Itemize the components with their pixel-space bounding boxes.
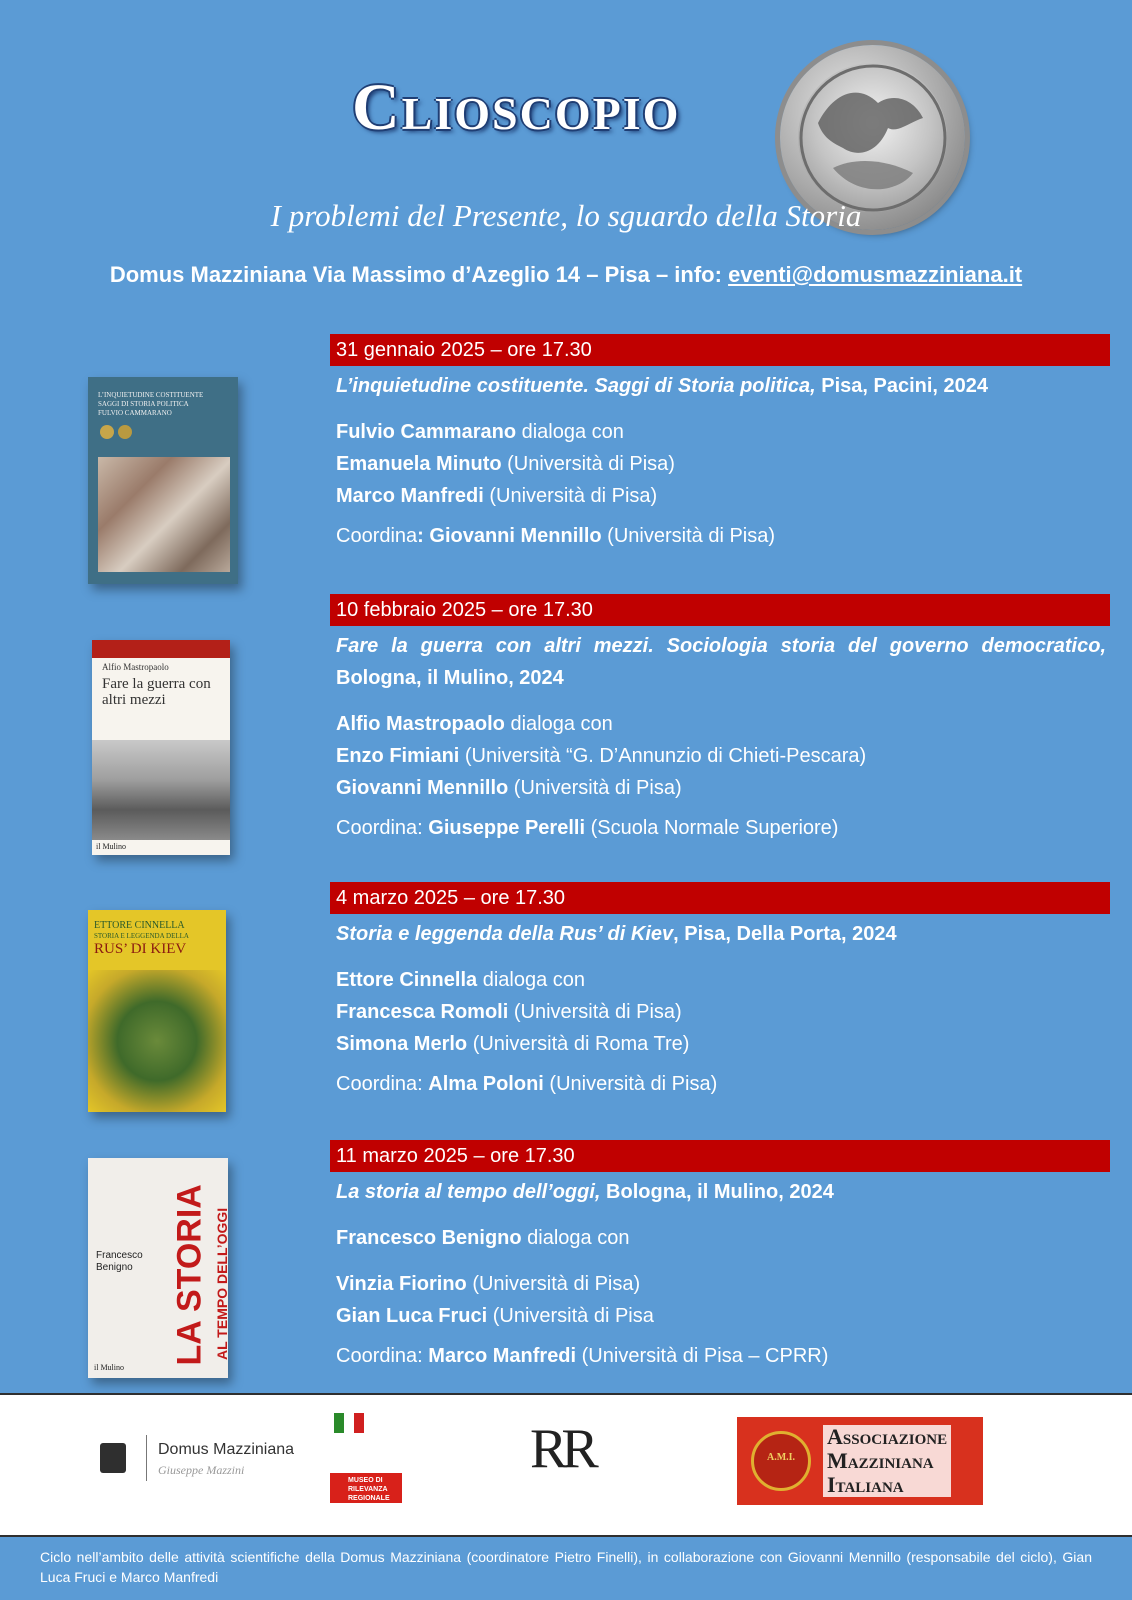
cover-subtitle: AL TEMPO DELL’OGGI [214, 1207, 230, 1360]
coordinator-line: Coordina: Giuseppe Perelli (Scuola Normale Superiore) [336, 817, 839, 839]
author-line: Ettore Cinnella dialoga con [336, 969, 586, 991]
coordinator-line: Coordina: Marco Manfredi (Università di Pisa – CPRR) [336, 1345, 829, 1367]
cover-author: ETTORE CINNELLA [94, 920, 185, 931]
museo-badge: MUSEO DI RILEVANZA REGIONALE [330, 1473, 402, 1503]
domus-name: Domus Mazziniana [158, 1441, 295, 1458]
event-date-bar: 4 marzo 2025 – ore 17.30 [330, 882, 1110, 914]
museo-logo [330, 1413, 410, 1513]
guest-line: Enzo Fimiani (Università “G. D’Annunzio di Chieti-Pescara) [336, 745, 867, 767]
author-line: Alfio Mastropaolo dialoga con [336, 713, 613, 735]
venue-text: Domus Mazziniana Via Massimo d’Azeglio 14 – Pisa – info: [109, 262, 729, 287]
ami-name: Associazione Mazziniana Italiana [823, 1425, 951, 1497]
book-cover-4 [88, 1158, 228, 1378]
book-cover-1 [88, 377, 238, 584]
guest-line: Vinzia Fiorino (Università di Pisa) [336, 1273, 641, 1295]
email-link[interactable]: eventi@domusmazziniana.it [728, 262, 1023, 287]
cover-illustration [88, 970, 226, 1112]
guest-line: Francesca Romoli (Università di Pisa) [336, 1001, 682, 1023]
guest-line: Giovanni Mennillo (Università di Pisa) [336, 777, 682, 799]
footer-note: Ciclo nell’ambito delle attività scientifiche della Domus Mazziniana (coordinatore Pietro Finelli), in collaborazione con Giovanni Mennillo (responsabile del ciclo), Gian Luca Fruci e Marco Manfredi [40, 1549, 1092, 1585]
coordinator-line: Coordina: Alma Poloni (Università di Pisa) [336, 1073, 718, 1095]
rr-logo: RR [530, 1418, 593, 1480]
guest-line: Simona Merlo (Università di Roma Tre) [336, 1033, 690, 1055]
medal-face [798, 63, 947, 212]
book-cover-2 [92, 640, 230, 855]
book-title: L’inquietudine costituente. Saggi di Storia politica, Pisa, Pacini, 2024 [336, 375, 989, 397]
ami-badge-icon: A.M.I. [751, 1431, 811, 1491]
cover-author: Alfio Mastropaolo [102, 662, 169, 672]
ami-logo [737, 1417, 987, 1507]
book-title: Storia e leggenda della Rus’ di Kiev, Pisa, Della Porta, 2024 [336, 923, 897, 945]
author-line: Francesco Benigno dialoga con [336, 1227, 630, 1249]
cover-title: RUS’ DI KIEV [94, 941, 187, 957]
guest-line: Marco Manfredi (Università di Pisa) [336, 485, 658, 507]
cover-painting [98, 457, 230, 572]
cover-title-vertical [152, 1166, 230, 1366]
author-line: Fulvio Cammarano dialoga con [336, 421, 624, 443]
cover-coins [100, 425, 114, 439]
cover-subtitle: STORIA E LEGGENDA DELLA [94, 932, 189, 940]
domus-signature: Giuseppe Mazzini [158, 1463, 245, 1477]
guest-line: Emanuela Minuto (Università di Pisa) [336, 453, 675, 475]
partner-logos [0, 1393, 1132, 1537]
subtitle: I problemi del Presente, lo sguardo della Storia [270, 198, 862, 233]
event-date-bar: 11 marzo 2025 – ore 17.30 [330, 1140, 1110, 1172]
event-date-bar: 10 febbraio 2025 – ore 17.30 [330, 594, 1110, 626]
flag-icon [334, 1413, 364, 1433]
venue-line [0, 262, 1132, 288]
guest-line: Gian Luca Fruci (Università di Pisa [336, 1305, 654, 1327]
cover-top-band [92, 640, 230, 658]
book-cover-3 [88, 910, 226, 1112]
cover-text: L’INQUIETUDINE COSTITUENTE SAGGI DI STORIA POLITICA FULVIO CAMMARANO [98, 391, 204, 417]
medal-relief-icon [798, 63, 947, 212]
cover-title: Fare la guerra con altri mezzi [102, 676, 211, 708]
event-date-bar: 31 gennaio 2025 – ore 17.30 [330, 334, 1110, 366]
book-title: La storia al tempo dell’oggi, Bologna, il Mulino, 2024 [336, 1181, 834, 1203]
coordinator-line: Coordina: Giovanni Mennillo (Università di Pisa) [336, 525, 776, 547]
cover-publisher: il Mulino [96, 842, 127, 851]
page-title: Clioscopio [352, 71, 681, 144]
domus-emblem-icon [100, 1443, 126, 1473]
cover-author: Francesco Benigno [96, 1250, 143, 1273]
cover-title: LA STORIA [170, 1184, 209, 1366]
cover-photo [92, 740, 230, 840]
header [0, 0, 1132, 330]
book-title: Fare la guerra con altri mezzi. Sociologia storia del governo democratico, Bologna, il Mulino, 2024 [336, 635, 1106, 689]
cover-coins [118, 425, 132, 439]
cover-publisher: il Mulino [94, 1363, 125, 1372]
domus-logo [100, 1435, 300, 1485]
domus-divider [146, 1435, 147, 1481]
